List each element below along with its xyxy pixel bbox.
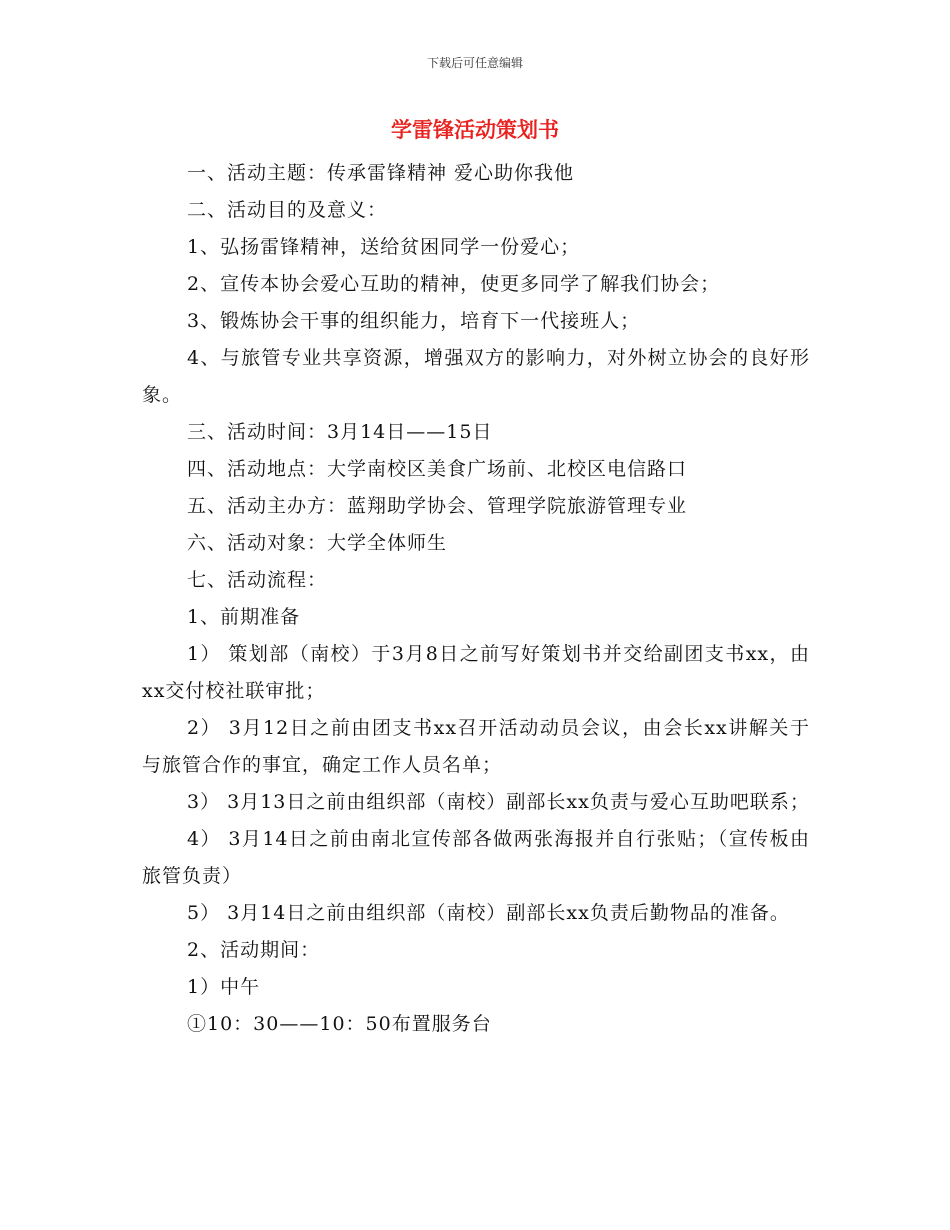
paragraph-purpose-2: 2、宣传本协会爱心互助的精神，使更多同学了解我们协会； — [187, 273, 721, 295]
paragraph-noon-step-1: ①10：30——10：50布置服务台 — [187, 1013, 492, 1035]
paragraph-purpose-1: 1、弘扬雷锋精神，送给贫困同学一份爱心； — [187, 236, 581, 258]
paragraph-purpose-4: 4、与旅管专业共享资源，增强双方的影响力，对外树立协会的良好形象。 — [142, 347, 810, 406]
paragraph-prep-step-5: 5） 3月14日之前由组织部（南校）副部长xx负责后勤物品的准备。 — [187, 902, 790, 924]
paragraph-preparation-heading: 1、前期准备 — [187, 606, 301, 628]
paragraph-theme: 一、活动主题：传承雷锋精神 爱心助你我他 — [187, 162, 575, 184]
paragraph-prep-step-2: 2） 3月12日之前由团支书xx召开活动动员会议，由会长xx讲解关于与旅管合作的事宜，确定工作人员名单； — [142, 717, 810, 776]
paragraph-audience: 六、活动对象：大学全体师生 — [187, 532, 448, 554]
paragraph-process-heading: 七、活动流程： — [187, 569, 328, 591]
paragraph-purpose-3: 3、锻炼协会干事的组织能力，培育下一代接班人； — [187, 310, 641, 332]
paragraph-purpose-heading: 二、活动目的及意义： — [187, 199, 388, 221]
document-title: 学雷锋活动策划书 — [391, 118, 559, 142]
paragraph-time: 三、活动时间：3月14日——15日 — [187, 421, 493, 443]
paragraph-during-heading: 2、活动期间： — [187, 939, 321, 961]
paragraph-organizer: 五、活动主办方：蓝翔助学协会、管理学院旅游管理专业 — [187, 495, 688, 517]
document-body — [142, 155, 810, 1043]
page-header-note: 下载后可任意编辑 — [426, 56, 523, 70]
paragraph-location: 四、活动地点：大学南校区美食广场前、北校区电信路口 — [187, 458, 688, 480]
paragraph-noon-heading: 1）中午 — [187, 976, 261, 998]
paragraph-prep-step-4: 4） 3月14日之前由南北宣传部各做两张海报并自行张贴；（宣传板由旅管负责） — [142, 828, 810, 887]
paragraph-prep-step-3: 3） 3月13日之前由组织部（南校）副部长xx负责与爱心互助吧联系； — [187, 791, 810, 813]
paragraph-prep-step-1: 1） 策划部（南校）于3月8日之前写好策划书并交给副团支书xx，由xx交付校社联审批； — [142, 643, 810, 702]
